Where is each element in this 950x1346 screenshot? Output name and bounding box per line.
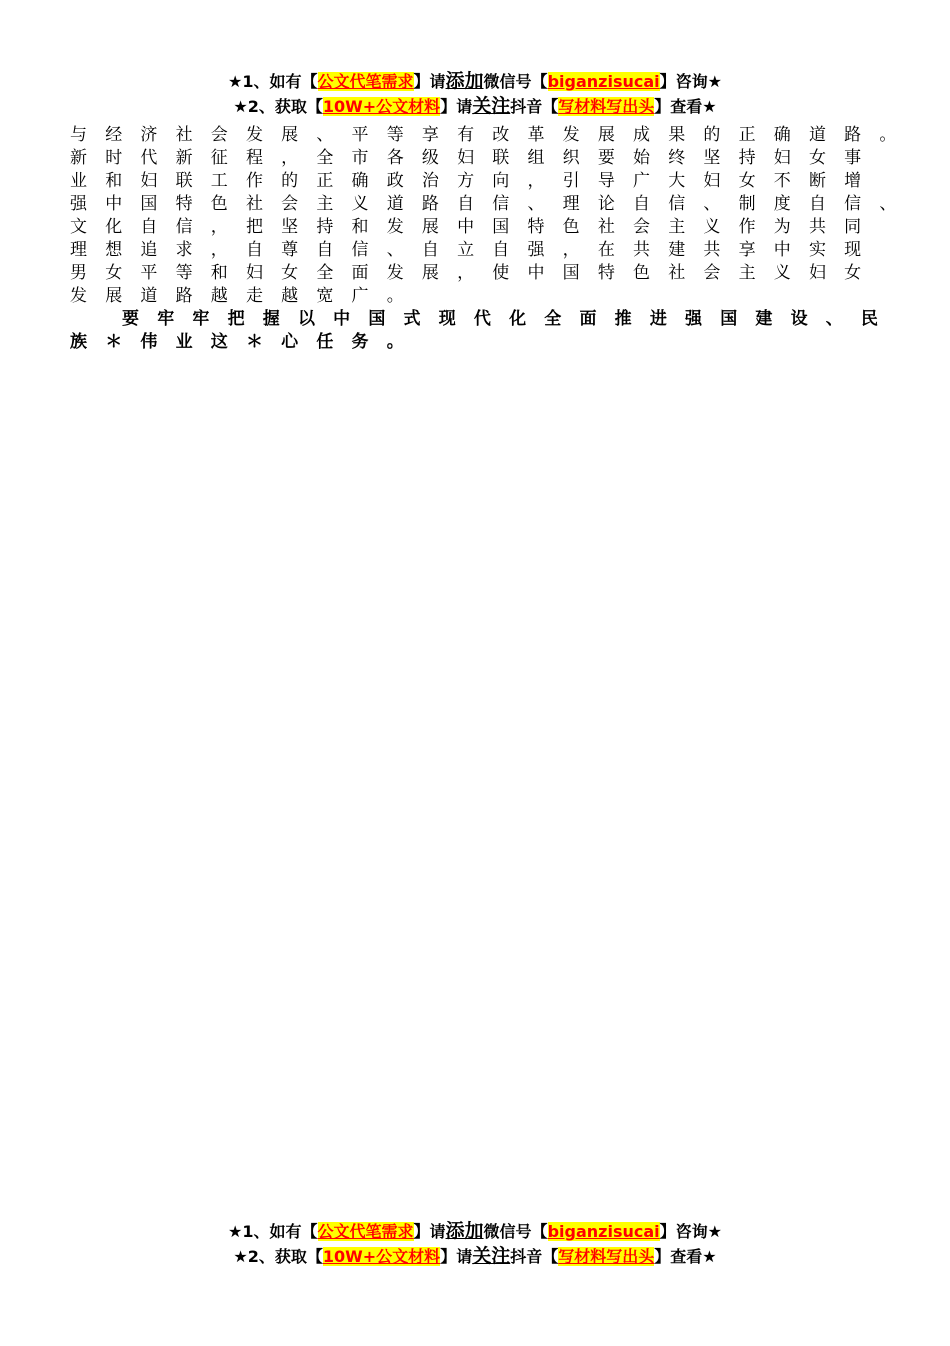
header-line-2-suffix: 】查看★: [654, 97, 717, 116]
body-char: 和: [351, 217, 369, 237]
body-char: 主: [738, 263, 756, 283]
footer-line-2-highlight-materials: 10W+公文材料: [322, 1247, 441, 1266]
body-char: 展: [281, 125, 299, 145]
body-char: 果: [668, 125, 686, 145]
body-char: 信: [351, 240, 369, 260]
body-char: 时: [105, 148, 123, 168]
body-char: 持: [738, 148, 756, 168]
body-char: 新: [175, 148, 193, 168]
body-char: 想: [105, 240, 123, 260]
body-char: 、: [386, 240, 404, 260]
body-char: 这: [210, 332, 228, 352]
body-char: 织: [562, 148, 580, 168]
body-char: 联: [175, 171, 193, 191]
body-char: ，: [210, 240, 228, 260]
body-char: 宽: [316, 286, 334, 306]
body-char: 发: [386, 263, 404, 283]
header-line-1-prefix: ★1、如有【: [228, 72, 318, 91]
body-char: 全: [544, 309, 562, 329]
body-char: 追: [140, 240, 158, 260]
body-char: 自: [140, 217, 158, 237]
body-char: 平: [351, 125, 369, 145]
body-char: 自: [492, 240, 510, 260]
body-char: 理: [70, 240, 87, 260]
body-char: 义: [773, 263, 791, 283]
body-char: 信: [844, 194, 862, 214]
body-char: 会: [633, 217, 650, 237]
body-char: 全: [316, 263, 334, 283]
body-char: 共: [633, 240, 650, 260]
footer-line-2: [0, 1244, 950, 1269]
footer-line-1-prefix: ★1、如有【: [228, 1222, 318, 1241]
body-char: 路: [421, 194, 439, 214]
body-char: 级: [421, 148, 439, 168]
body-char: 发: [562, 125, 580, 145]
body-char: 强: [527, 240, 545, 260]
footer-line-1-mid: 】请: [413, 1222, 446, 1241]
body-char: 和: [105, 171, 123, 191]
body-char: 求: [175, 240, 193, 260]
body-char: 确: [351, 171, 369, 191]
body-char: 化: [105, 217, 123, 237]
body-char: 自: [245, 240, 263, 260]
footer-banner: [0, 1219, 950, 1269]
body-char: 越: [281, 286, 299, 306]
body-char: 式: [403, 309, 421, 329]
body-line: [70, 193, 900, 216]
footer-line-2-douyin-account: 写材料写出头: [558, 1247, 655, 1266]
body-char: 社: [245, 194, 263, 214]
body-char: 断: [808, 171, 826, 191]
body-char: 要: [122, 309, 139, 329]
body-char: 经: [105, 125, 123, 145]
body-char: 业: [70, 171, 87, 191]
body-char: 色: [562, 217, 580, 237]
body-char: 面: [351, 263, 369, 283]
header-line-2-douyin-account: 写材料写出头: [558, 97, 655, 116]
body-char: 化: [509, 309, 527, 329]
header-line-1-highlight-service: 公文代笔需求: [317, 72, 414, 91]
body-char: 主: [316, 194, 334, 214]
body-char: 坚: [281, 217, 299, 237]
body-char: 会: [210, 125, 228, 145]
body-char: 会: [703, 263, 721, 283]
body-char: 任: [316, 332, 334, 352]
body-char: 终: [668, 148, 686, 168]
body-char: 、: [879, 194, 897, 214]
body-char: ＊: [245, 332, 263, 352]
body-char: 治: [421, 171, 439, 191]
body-char: 设: [790, 309, 808, 329]
body-char: 主: [668, 217, 686, 237]
footer-line-1-suffix: 】咨询★: [659, 1222, 722, 1241]
body-char: 族: [70, 332, 87, 352]
body-char: 确: [773, 125, 791, 145]
body-char: 正: [316, 171, 334, 191]
body-char: 广: [633, 171, 650, 191]
body-char: 展: [421, 217, 439, 237]
body-char: 市: [351, 148, 369, 168]
body-char: 制: [738, 194, 756, 214]
document-body: [70, 124, 900, 354]
body-char: 平: [140, 263, 158, 283]
body-char: 现: [438, 309, 456, 329]
body-char: 展: [105, 286, 123, 306]
body-char: 务: [351, 332, 369, 352]
body-char: 特: [527, 217, 545, 237]
body-char: 工: [210, 171, 228, 191]
body-char: 文: [70, 217, 87, 237]
body-char: 程: [245, 148, 263, 168]
body-char: 色: [633, 263, 650, 283]
body-char: 国: [368, 309, 386, 329]
header-line-1-emphasis: 添加: [445, 70, 484, 92]
body-char: 男: [70, 263, 87, 283]
body-char: 发: [70, 286, 87, 306]
body-char: 强: [70, 194, 87, 214]
body-char: 以: [297, 309, 315, 329]
body-char: 越: [210, 286, 228, 306]
body-char: 立: [457, 240, 475, 260]
body-char: 享: [421, 125, 439, 145]
body-char: 不: [773, 171, 791, 191]
body-char: 中: [105, 194, 123, 214]
body-char: 征: [210, 148, 228, 168]
body-char: 自: [808, 194, 826, 214]
body-line: [70, 147, 900, 170]
body-char: 妇: [245, 263, 263, 283]
body-char: 国: [562, 263, 580, 283]
body-char: 联: [492, 148, 510, 168]
body-char: 义: [703, 217, 721, 237]
body-line: [70, 262, 900, 285]
body-char: 牢: [192, 309, 210, 329]
body-char: 把: [227, 309, 245, 329]
body-char: 握: [262, 309, 280, 329]
body-char: ，: [457, 263, 475, 283]
footer-line-2-suffix: 】查看★: [654, 1247, 717, 1266]
body-char: 在: [597, 240, 615, 260]
body-char: 享: [738, 240, 756, 260]
footer-line-1-highlight-service: 公文代笔需求: [317, 1222, 414, 1241]
body-char: 向: [492, 171, 510, 191]
body-char: 路: [175, 286, 193, 306]
body-char: 大: [668, 171, 686, 191]
bold-paragraph-line: [70, 308, 900, 331]
body-char: 道: [386, 194, 404, 214]
header-line-2-prefix: ★2、获取【: [233, 97, 323, 116]
body-char: 等: [386, 125, 404, 145]
body-char: 中: [773, 240, 791, 260]
body-char: 代: [140, 148, 158, 168]
body-char: 有: [457, 125, 475, 145]
body-char: 坚: [703, 148, 721, 168]
footer-line-1-emphasis: 添加: [445, 1220, 484, 1242]
body-char: 展: [421, 263, 439, 283]
body-char: 度: [773, 194, 791, 214]
header-line-2-highlight-materials: 10W+公文材料: [322, 97, 441, 116]
body-char: 的: [703, 125, 721, 145]
body-char: 引: [562, 171, 580, 191]
body-char: 自: [421, 240, 439, 260]
bold-paragraph-line: [70, 331, 900, 354]
body-char: 特: [175, 194, 193, 214]
body-line: [70, 239, 900, 262]
body-char: 改: [492, 125, 510, 145]
body-char: 、: [527, 194, 545, 214]
body-char: ＊: [105, 332, 123, 352]
header-line-1-wechat-id: biganzisucai: [547, 72, 660, 91]
body-char: 正: [738, 125, 756, 145]
body-char: 业: [175, 332, 193, 352]
body-char: 广: [351, 286, 369, 306]
body-char: 义: [351, 194, 369, 214]
header-line-2-mid2: 抖音【: [510, 97, 559, 116]
body-char: ，: [210, 217, 228, 237]
footer-line-1-wechat-id: biganzisucai: [547, 1222, 660, 1241]
footer-line-2-emphasis: 关注: [472, 1245, 511, 1267]
footer-line-2-mid: 】请: [440, 1247, 473, 1266]
body-line: [70, 285, 900, 308]
body-char: 心: [281, 332, 299, 352]
body-char: 始: [633, 148, 650, 168]
body-char: 自: [633, 194, 650, 214]
body-char: 妇: [773, 148, 791, 168]
body-char: 使: [492, 263, 510, 283]
header-line-2-emphasis: 关注: [472, 95, 511, 117]
body-char: 道: [140, 286, 158, 306]
body-char: ，: [527, 171, 545, 191]
body-char: 展: [597, 125, 615, 145]
body-char: 发: [245, 125, 263, 145]
body-char: 代: [473, 309, 491, 329]
header-line-2: [0, 94, 950, 119]
body-char: 进: [649, 309, 667, 329]
body-char: 作: [738, 217, 756, 237]
body-char: 中: [527, 263, 545, 283]
body-char: 共: [808, 217, 826, 237]
body-char: 伟: [140, 332, 158, 352]
body-char: 社: [175, 125, 193, 145]
body-char: 女: [808, 148, 826, 168]
body-char: 建: [755, 309, 773, 329]
body-char: 妇: [140, 171, 158, 191]
footer-line-1: [0, 1219, 950, 1244]
body-char: 要: [597, 148, 615, 168]
body-char: 特: [597, 263, 615, 283]
body-char: 导: [597, 171, 615, 191]
body-char: 妇: [457, 148, 475, 168]
body-char: 。: [386, 332, 404, 352]
body-char: 自: [316, 240, 334, 260]
footer-line-2-mid2: 抖音【: [510, 1247, 559, 1266]
body-char: 。: [386, 286, 404, 306]
body-char: 尊: [281, 240, 299, 260]
body-char: 道: [808, 125, 826, 145]
body-char: 革: [527, 125, 545, 145]
body-char: 女: [281, 263, 299, 283]
body-char: 中: [333, 309, 351, 329]
body-char: 信: [668, 194, 686, 214]
body-char: 妇: [808, 263, 826, 283]
body-char: 信: [492, 194, 510, 214]
body-char: 等: [175, 263, 193, 283]
body-char: 牢: [157, 309, 175, 329]
body-char: 、: [316, 125, 334, 145]
header-line-1-suffix: 】咨询★: [659, 72, 722, 91]
body-char: 事: [844, 148, 862, 168]
body-line: [70, 124, 900, 147]
body-char: 。: [879, 125, 897, 145]
body-char: 论: [597, 194, 615, 214]
body-char: 、: [825, 309, 843, 329]
body-char: 成: [633, 125, 650, 145]
body-char: 女: [738, 171, 756, 191]
body-char: 信: [175, 217, 193, 237]
footer-line-1-mid2: 微信号【: [483, 1222, 548, 1241]
body-char: 同: [844, 217, 862, 237]
body-char: 社: [668, 263, 686, 283]
body-char: 的: [281, 171, 299, 191]
body-char: 社: [597, 217, 615, 237]
body-char: 自: [457, 194, 475, 214]
body-char: 增: [844, 171, 862, 191]
body-char: 会: [281, 194, 299, 214]
body-char: 路: [844, 125, 862, 145]
body-char: 理: [562, 194, 580, 214]
body-char: 推: [614, 309, 632, 329]
body-char: 中: [457, 217, 475, 237]
footer-line-2-prefix: ★2、获取【: [233, 1247, 323, 1266]
body-char: 民: [860, 309, 878, 329]
header-line-1-mid2: 微信号【: [483, 72, 548, 91]
body-char: 方: [457, 171, 475, 191]
body-char: 与: [70, 125, 87, 145]
body-char: 面: [579, 309, 597, 329]
body-char: 新: [70, 148, 87, 168]
body-char: 全: [316, 148, 334, 168]
body-char: 作: [245, 171, 263, 191]
body-char: 共: [703, 240, 721, 260]
body-char: 国: [492, 217, 510, 237]
header-line-1: [0, 69, 950, 94]
header-line-1-mid: 】请: [413, 72, 446, 91]
body-line: [70, 216, 900, 239]
body-char: 济: [140, 125, 158, 145]
body-char: 走: [245, 286, 263, 306]
body-char: 政: [386, 171, 404, 191]
body-char: 国: [140, 194, 158, 214]
body-char: 发: [386, 217, 404, 237]
body-char: 建: [668, 240, 686, 260]
header-line-2-mid: 】请: [440, 97, 473, 116]
body-char: ，: [281, 148, 299, 168]
body-char: 为: [773, 217, 791, 237]
body-char: 国: [720, 309, 738, 329]
body-char: 现: [844, 240, 862, 260]
body-line: [70, 170, 900, 193]
body-char: 和: [210, 263, 228, 283]
body-char: ，: [562, 240, 580, 260]
body-char: 各: [386, 148, 404, 168]
body-char: 强: [685, 309, 702, 329]
body-char: 实: [808, 240, 826, 260]
body-char: 、: [703, 194, 721, 214]
body-char: 色: [210, 194, 228, 214]
header-banner: [0, 69, 950, 119]
body-char: 持: [316, 217, 334, 237]
body-char: 女: [105, 263, 123, 283]
body-char: 把: [245, 217, 263, 237]
body-char: 妇: [703, 171, 721, 191]
body-char: 组: [527, 148, 545, 168]
body-char: 女: [844, 263, 862, 283]
